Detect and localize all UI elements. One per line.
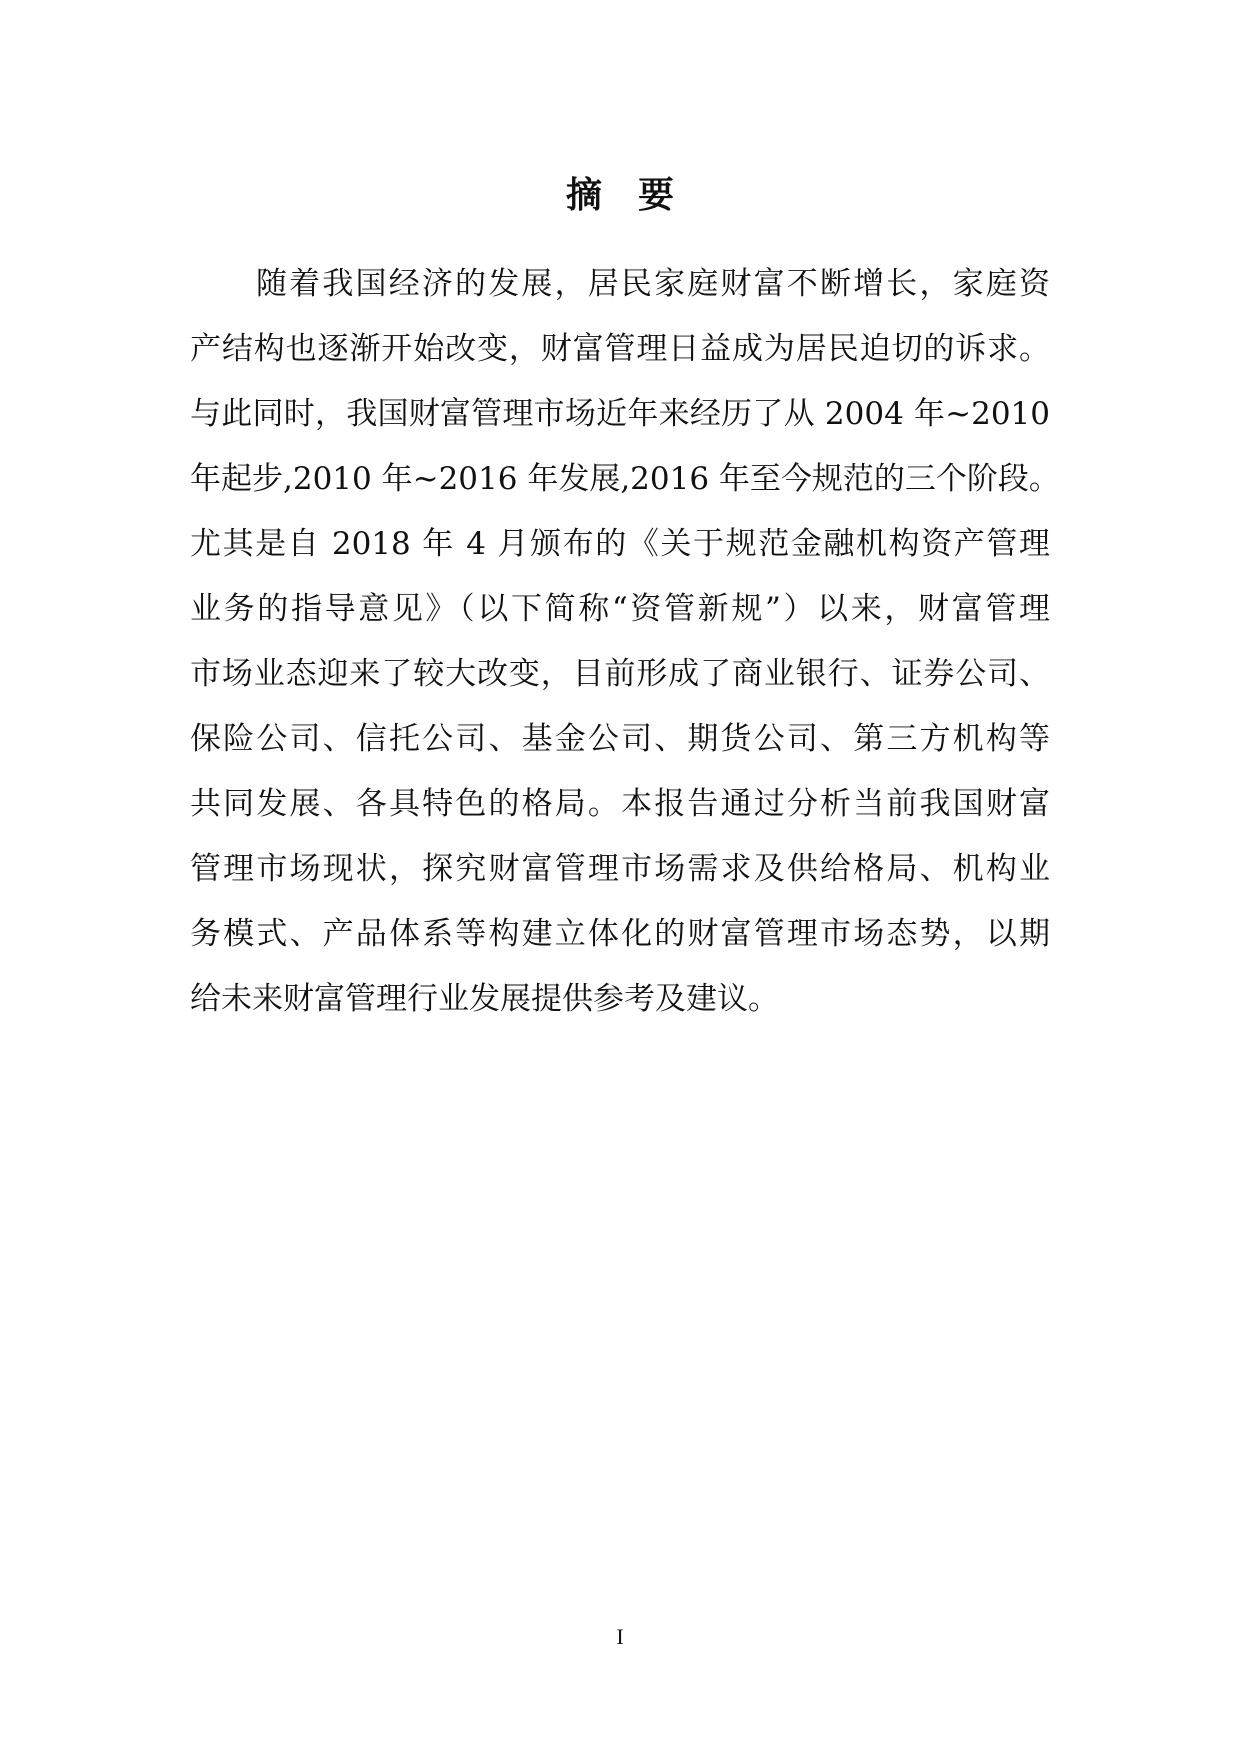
body-line: 给未来财富管理行业发展提供参考及建议。 [190, 981, 779, 1017]
body-line: 随着我国经济的发展，居民家庭财富不断增长，家庭资 [256, 266, 1050, 302]
body-line: 产结构也逐渐开始改变，财富管理日益成为居民迫切的诉求。 [190, 331, 1050, 367]
body-line: 市场业态迎来了较大改变，目前形成了商业银行、证券公司、 [190, 656, 1050, 692]
body-line: 年起步,2010 年~2016 年发展,2016 年至今规范的三个阶段。 [190, 461, 1060, 497]
body-line: 管理市场现状，探究财富管理市场需求及供给格局、机构业 [190, 851, 1050, 887]
body-line: 共同发展、各具特色的格局。本报告通过分析当前我国财富 [190, 786, 1050, 822]
abstract-body [190, 252, 1060, 1032]
body-line: 业务的指导意见》（以下简称“资管新规”）以来，财富管理 [190, 591, 1050, 627]
abstract-title: 摘 要 [565, 175, 674, 216]
body-line: 与此同时，我国财富管理市场近年来经历了从 2004 年~2010 [190, 396, 1050, 432]
body-line: 务模式、产品体系等构建立体化的财富管理市场态势，以期 [190, 916, 1050, 952]
body-line: 尤其是自 2018 年 4 月颁布的《关于规范金融机构资产管理 [190, 526, 1050, 562]
body-line: 保险公司、信托公司、基金公司、期货公司、第三方机构等 [190, 721, 1050, 757]
page-number: I [616, 1624, 624, 1649]
